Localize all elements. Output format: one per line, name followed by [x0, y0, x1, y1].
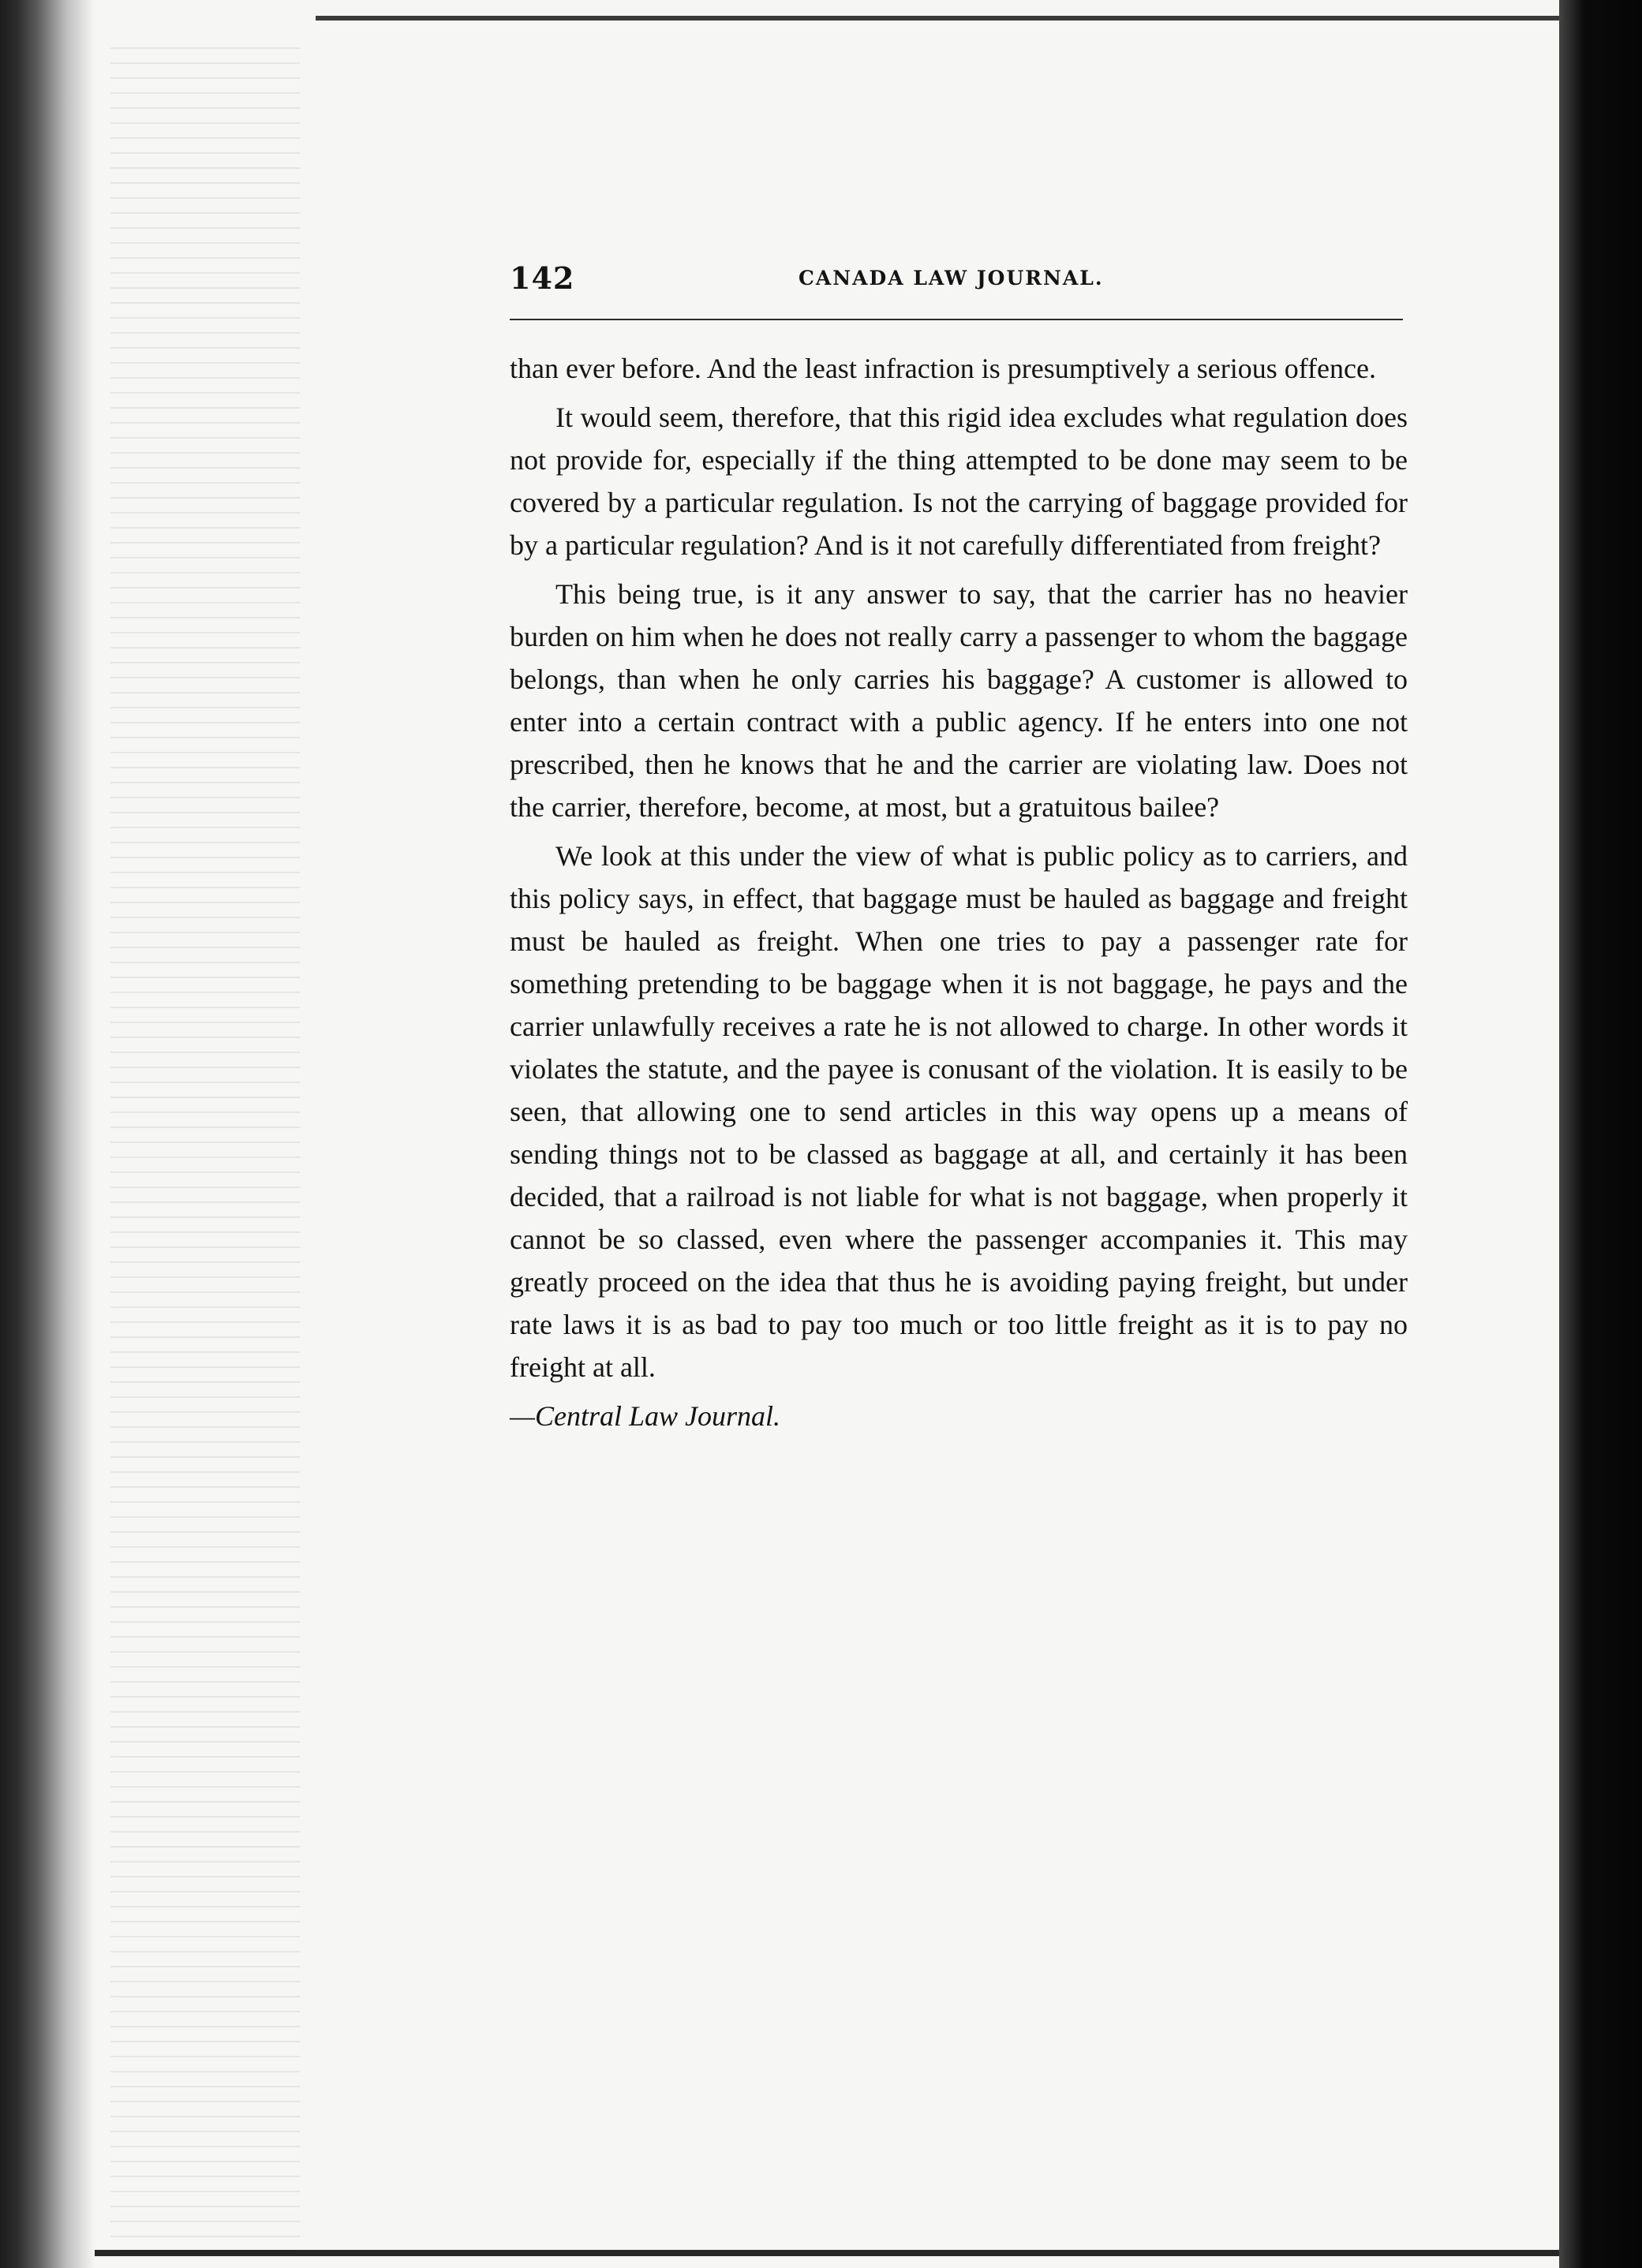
paragraph: We look at this under the view of what is public policy as to carriers, and this policy says, in effect, that baggage must be hauled as baggage and freight must be hauled as freight. When one tries to pay a passenger rate for something pretending to be baggage when it is not baggage, he pays and the carrier unlawfully receives a rate he is not allowed to charge. In other words it violates the statute, and the payee is conusant of the violation. It is easily to be seen, that allowing one to send articles in this way opens up a means of sending things not to be classed as baggage at all, and certainly it has been decided, that a railroad is not liable for what is not baggage, when properly it cannot be so classed, even where the passenger accompanies it. This may greatly proceed on the idea that thus he is avoiding paying freight, but under rate laws it is as bad to pay too much or too little freight as it is to pay no freight at all.	[510, 840, 1408, 1383]
article-body	[502, 347, 1408, 1388]
binding-shadow	[0, 0, 95, 2268]
paragraph: This being true, is it any answer to say, that the carrier has no heavier burden on him when he does not really carry a passenger to whom the baggage belongs, than when he only carries his baggage? A customer is allowed to enter into a certain contract with a public agency. If he enters into one not prescribed, then he knows that he and the carrier are violating law. Does not the carrier, therefore, become, at most, but a gratuitous bailee?	[510, 578, 1408, 823]
page-content	[502, 260, 1408, 1437]
paragraph: It would seem, therefore, that this rigid idea excludes what regulation does not provide for, especially if the thing attempted to be done may seem to be covered by a particular regulation. Is not the carrying of baggage provided for by a particular regulation? And is it not carefully differentiated from freight?	[510, 402, 1408, 561]
paragraph: than ever before. And the least infraction is presumptively a serious offence.	[510, 353, 1376, 384]
journal-title: CANADA LAW JOURNAL.	[799, 267, 1104, 290]
source-attribution: —Central Law Journal.	[510, 1400, 781, 1432]
page-number: 142	[510, 260, 575, 296]
scan-edge-bottom	[95, 2250, 1559, 2256]
header-rule	[510, 319, 1403, 320]
scan-edge-top	[316, 16, 1559, 21]
scan-noise	[110, 47, 300, 2256]
running-head	[502, 260, 1408, 308]
scan-edge-right	[1559, 0, 1642, 2268]
